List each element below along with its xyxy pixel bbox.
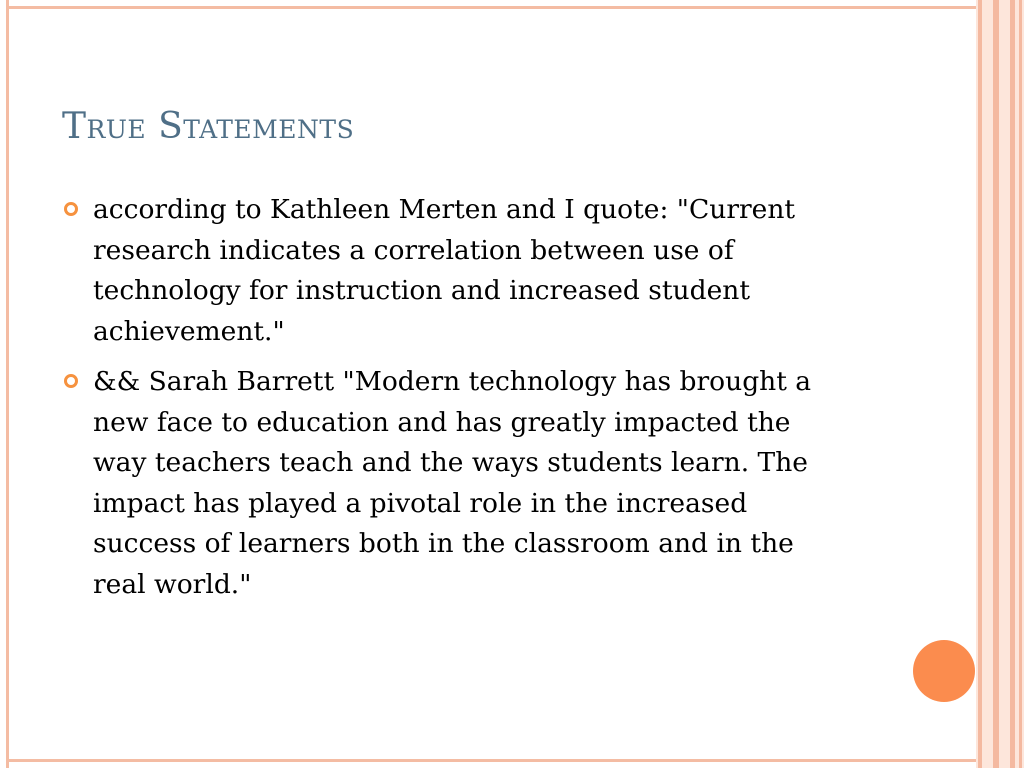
slide-title: True Statements (62, 106, 355, 147)
ring-bullet-icon (64, 374, 78, 388)
decorative-circle (913, 640, 975, 702)
bullet-item (62, 190, 852, 352)
decorative-stripe (1010, 0, 1015, 768)
border-line-left (6, 0, 9, 768)
bullet-text: && Sarah Barrett "Modern technology has brought a new face to education and has greatly impacted the way teachers teach and the ways students learn. The impact has played a pivotal role in the increased success of learners both in the classroom and in the real world." (93, 366, 812, 600)
decorative-stripe (993, 0, 999, 768)
ring-bullet-icon (64, 202, 78, 216)
bullet-text: according to Kathleen Merten and I quote: "Current research indicates a correlation between use of technology for instruction and increased student achievement." (93, 194, 796, 347)
border-line-bottom (6, 759, 976, 762)
bullet-list (62, 190, 852, 615)
border-line-top (6, 6, 976, 9)
decorative-stripe (978, 0, 982, 768)
decorative-stripe (1019, 0, 1022, 768)
decorative-side-band (976, 0, 1024, 768)
bullet-item (62, 362, 852, 605)
